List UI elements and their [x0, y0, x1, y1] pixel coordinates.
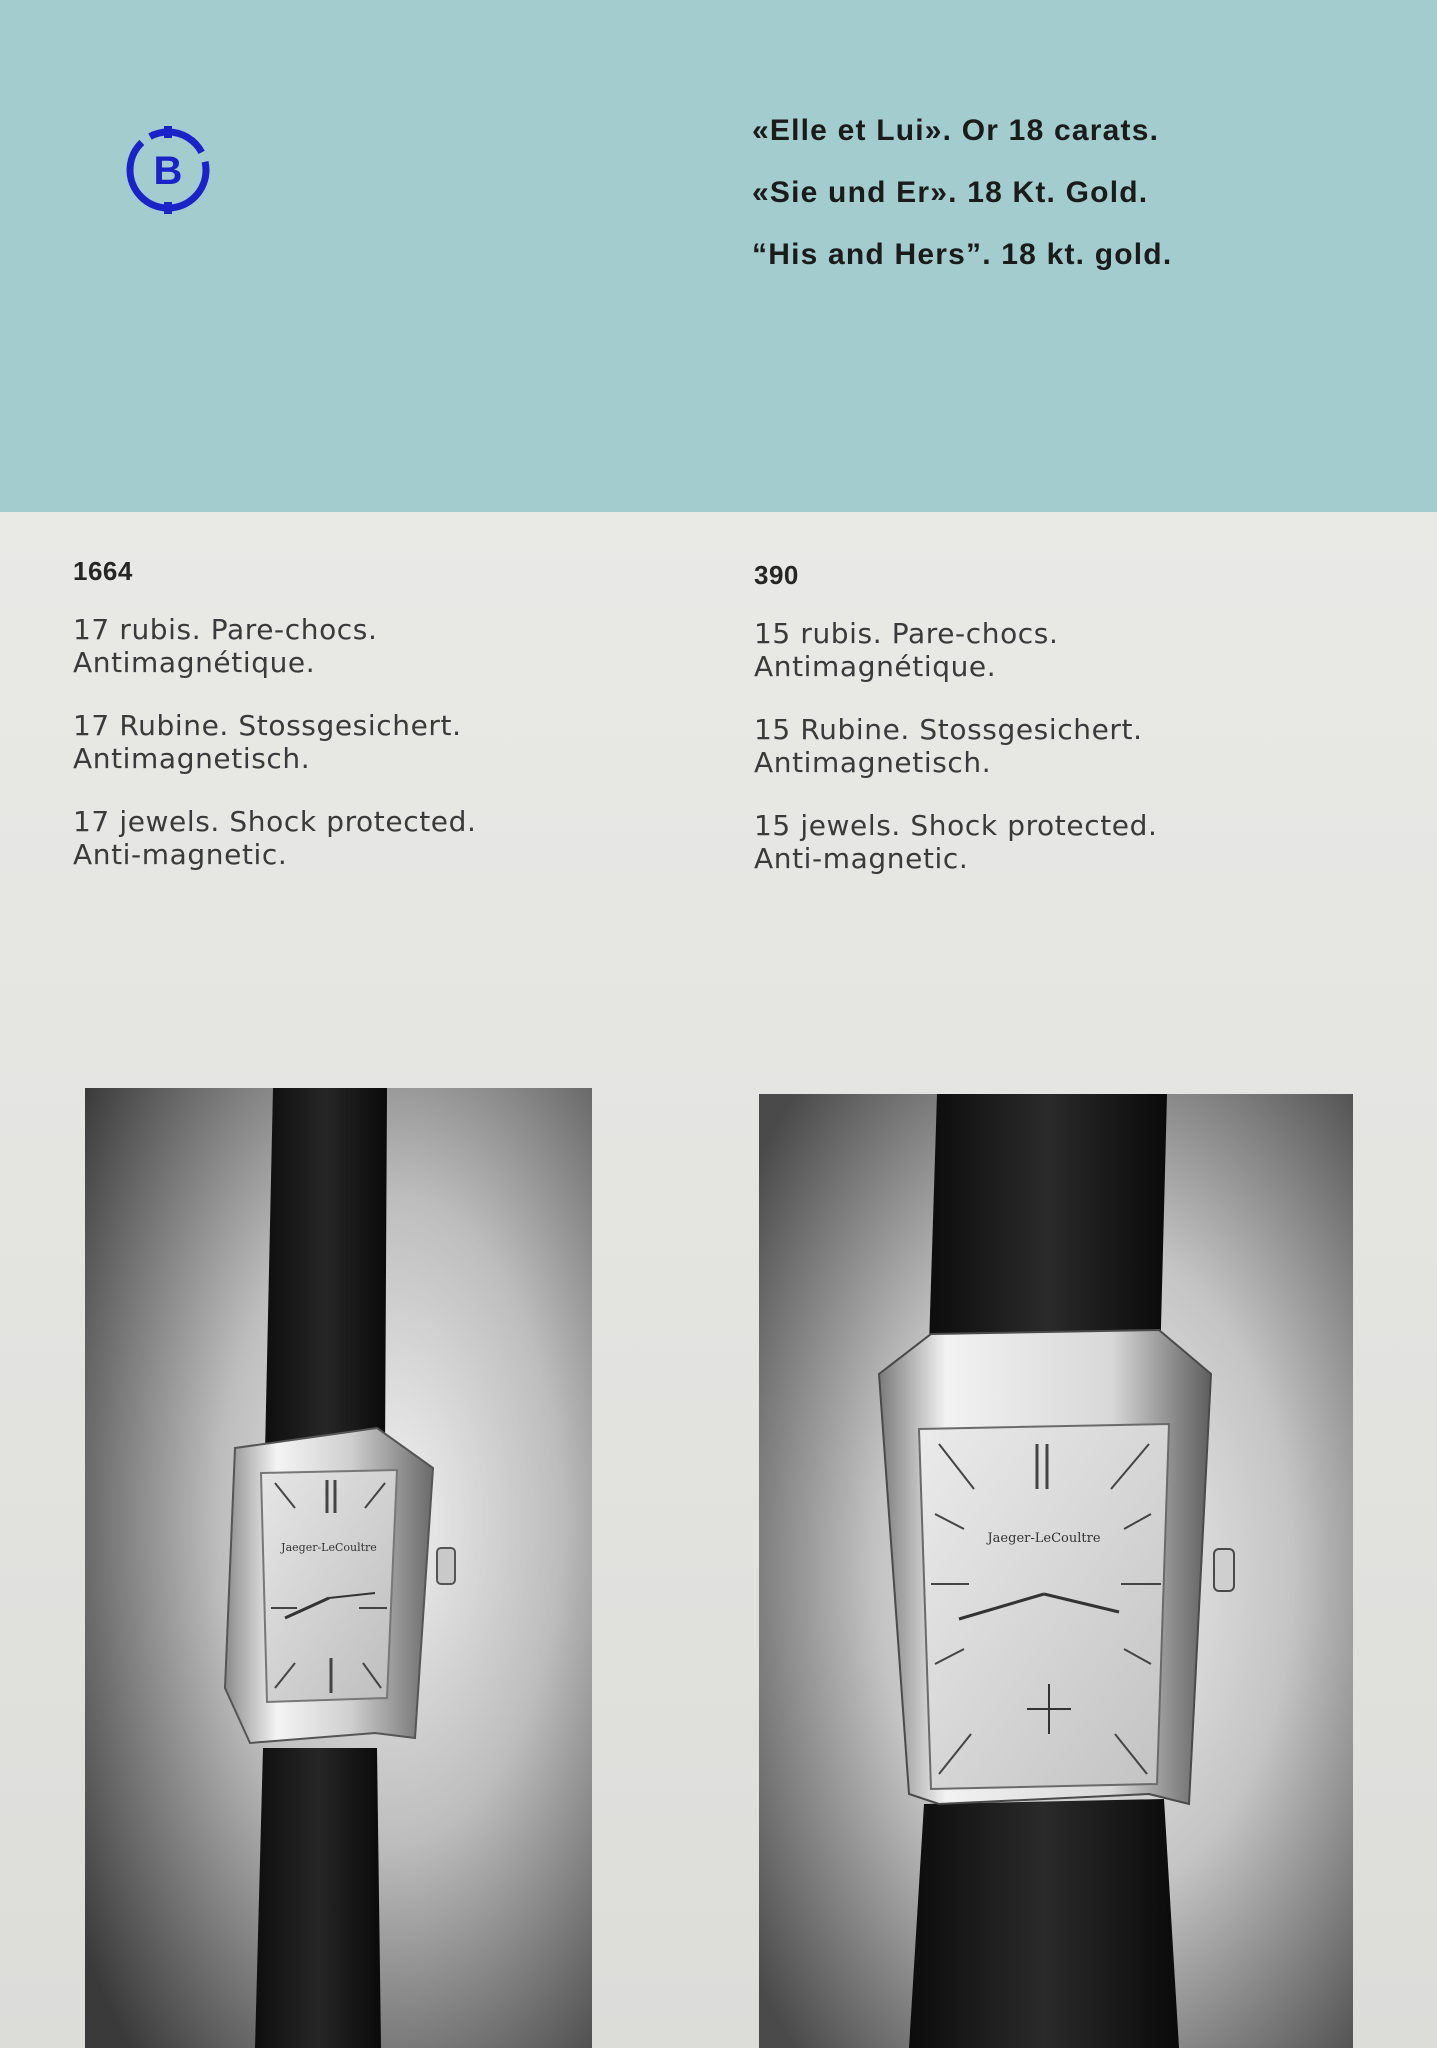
- spec-line: Anti-magnetic.: [754, 842, 969, 875]
- header-band: [0, 0, 1437, 512]
- spec-german: [73, 709, 673, 775]
- spec-line: 17 rubis. Pare-chocs.: [73, 613, 378, 646]
- svg-text:Jaeger-LeCoultre: Jaeger-LeCoultre: [987, 1531, 1101, 1546]
- model-reference: 390: [754, 560, 799, 590]
- spec-line: Antimagnetisch.: [73, 742, 311, 775]
- spec-line: 15 jewels. Shock protected.: [754, 809, 1158, 842]
- spec-line: Anti-magnetic.: [73, 838, 288, 871]
- model-reference: 1664: [73, 556, 133, 586]
- model-390-specs: [754, 560, 1354, 905]
- spec-line: 15 rubis. Pare-chocs.: [754, 617, 1059, 650]
- spec-french: [73, 613, 673, 679]
- svg-text:Jaeger-LeCoultre: Jaeger-LeCoultre: [281, 1541, 377, 1554]
- spec-line: Antimagnétique.: [754, 650, 997, 683]
- headline-german: «Sie und Er». 18 Kt. Gold.: [752, 176, 1149, 209]
- headline-french: «Elle et Lui». Or 18 carats.: [752, 114, 1160, 147]
- spec-french: [754, 617, 1354, 683]
- spec-line: Antimagnétique.: [73, 646, 316, 679]
- headline-english: “His and Hers”. 18 kt. gold.: [752, 238, 1173, 271]
- spec-line: Antimagnetisch.: [754, 746, 992, 779]
- spec-line: 17 jewels. Shock protected.: [73, 805, 477, 838]
- spec-english: [754, 809, 1354, 875]
- headline-block: [752, 100, 1392, 286]
- spec-line: 15 Rubine. Stossgesichert.: [754, 713, 1143, 746]
- watch-photo-1664: [85, 1088, 592, 2048]
- watch-photo-390: [759, 1094, 1353, 2048]
- spec-english: [73, 805, 673, 871]
- svg-text:B: B: [153, 149, 183, 193]
- b-stamp-logo: [122, 124, 214, 216]
- spec-german: [754, 713, 1354, 779]
- spec-line: 17 Rubine. Stossgesichert.: [73, 709, 462, 742]
- model-1664-specs: [73, 556, 673, 901]
